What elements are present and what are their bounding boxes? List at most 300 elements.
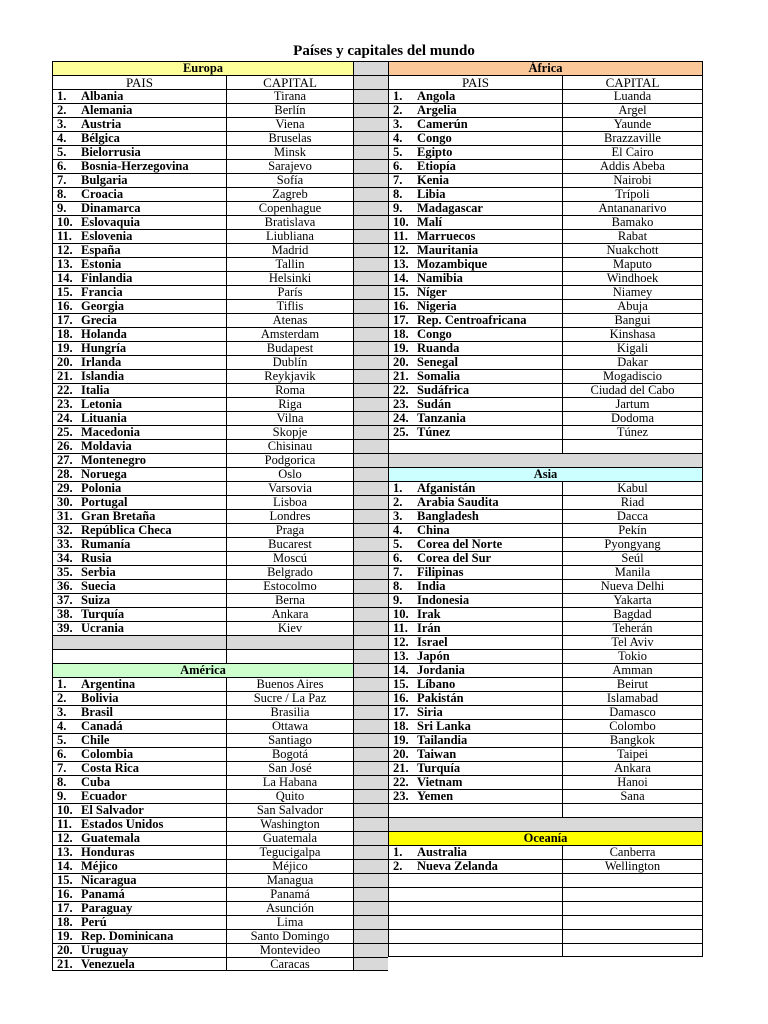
country-cell: [52, 230, 226, 243]
blank-cell: [388, 930, 562, 943]
separator-cell: [354, 663, 388, 677]
country-name: Bangladesh: [417, 510, 479, 523]
row-number: 6.: [57, 160, 67, 173]
row-number: 10.: [393, 608, 409, 621]
country-name: España: [81, 244, 121, 257]
country-cell: [52, 818, 226, 831]
row-number: 9.: [57, 202, 67, 215]
row-number: 12.: [57, 832, 73, 845]
table-row: [52, 859, 354, 873]
table-row: [52, 537, 354, 551]
row-number: 24.: [57, 412, 73, 425]
country-name: Bosnia-Herzegovina: [81, 160, 189, 173]
separator-cell: [354, 187, 388, 201]
blank-row: [388, 873, 703, 887]
row-number: 21.: [393, 762, 409, 775]
country-cell: [388, 580, 562, 593]
country-cell: [388, 650, 562, 663]
row-number: 9.: [393, 202, 403, 215]
country-cell: [388, 160, 562, 173]
capital-cell: Islamabad: [562, 692, 703, 705]
country-cell: [388, 398, 562, 411]
separator-cell: [354, 173, 388, 187]
capital-cell: Santo Domingo: [226, 930, 354, 943]
row-number: 16.: [393, 692, 409, 705]
row-number: 5.: [393, 538, 403, 551]
table-row: [388, 705, 703, 719]
table-row: [52, 551, 354, 565]
country-cell: [52, 342, 226, 355]
country-name: Ecuador: [81, 790, 127, 803]
row-number: 23.: [393, 398, 409, 411]
row-number: 1.: [393, 482, 403, 495]
country-name: Noruega: [81, 468, 127, 481]
table-row: [52, 117, 354, 131]
row-number: 3.: [57, 118, 67, 131]
column-headers: [388, 75, 703, 89]
table-row: [52, 453, 354, 467]
country-cell: [388, 566, 562, 579]
table-row: [388, 719, 703, 733]
table-row: [52, 467, 354, 481]
capital-cell: Bratislava: [226, 216, 354, 229]
table-row: [52, 747, 354, 761]
blank-row: [388, 817, 703, 831]
row-number: 10.: [393, 216, 409, 229]
capital-cell: Bogotá: [226, 748, 354, 761]
country-name: Congo: [417, 132, 452, 145]
country-cell: [52, 888, 226, 901]
capital-cell: Brasilia: [226, 706, 354, 719]
separator-cell: [354, 103, 388, 117]
capital-header: CAPITAL: [562, 76, 703, 89]
country-name: Vietnam: [417, 776, 463, 789]
blank-cell: [388, 818, 703, 831]
country-cell: [52, 832, 226, 845]
country-name: Irak: [417, 608, 441, 621]
table-row: [52, 145, 354, 159]
blank-cell: [226, 636, 354, 649]
country-name: Malí: [417, 216, 442, 229]
separator-cell: [354, 845, 388, 859]
country-cell: [388, 762, 562, 775]
country-name: Canadá: [81, 720, 123, 733]
table-row: [52, 817, 354, 831]
blank-cell: [562, 930, 703, 943]
table-row: [388, 201, 703, 215]
row-number: 6.: [57, 748, 67, 761]
capital-cell: Praga: [226, 524, 354, 537]
table-row: [388, 271, 703, 285]
table-row: [388, 327, 703, 341]
separator-cell: [354, 299, 388, 313]
country-name: Arabia Saudita: [417, 496, 499, 509]
country-cell: [388, 734, 562, 747]
capital-cell: Buenos Aires: [226, 678, 354, 691]
table-row: [388, 229, 703, 243]
blank-row: [388, 929, 703, 943]
row-number: 11.: [393, 230, 408, 243]
row-number: 14.: [393, 272, 409, 285]
separator-cell: [354, 481, 388, 495]
table-row: [388, 537, 703, 551]
table-row: [52, 271, 354, 285]
capital-cell: Belgrado: [226, 566, 354, 579]
country-name: Nigeria: [417, 300, 457, 313]
country-name: Taiwan: [417, 748, 457, 761]
country-name: Ucrania: [81, 622, 125, 635]
country-cell: [388, 230, 562, 243]
capital-cell: Tegucigalpa: [226, 846, 354, 859]
row-number: 5.: [57, 146, 67, 159]
capital-cell: Amsterdam: [226, 328, 354, 341]
table-row: [52, 89, 354, 103]
country-name: Lituania: [81, 412, 127, 425]
country-cell: [388, 412, 562, 425]
country-name: Alemania: [81, 104, 133, 117]
row-number: 3.: [393, 510, 403, 523]
row-number: 12.: [57, 244, 73, 257]
row-number: 26.: [57, 440, 73, 453]
country-name: Rumanía: [81, 538, 131, 551]
separator-cell: [354, 537, 388, 551]
country-cell: [52, 496, 226, 509]
country-cell: [52, 776, 226, 789]
country-cell: [388, 860, 562, 873]
separator-cell: [354, 397, 388, 411]
country-cell: [52, 174, 226, 187]
blank-row: [388, 803, 703, 817]
separator-cell: [354, 271, 388, 285]
country-cell: [52, 356, 226, 369]
capital-cell: Addis Abeba: [562, 160, 703, 173]
separator-cell: [354, 229, 388, 243]
country-name: Turquía: [81, 608, 125, 621]
country-cell: [388, 552, 562, 565]
country-name: Estonia: [81, 258, 122, 271]
country-cell: [52, 622, 226, 635]
separator-cell: [354, 607, 388, 621]
row-number: 34.: [57, 552, 73, 565]
country-cell: [52, 706, 226, 719]
blank-cell: [52, 650, 226, 663]
capital-cell: Santiago: [226, 734, 354, 747]
capital-cell: Méjico: [226, 860, 354, 873]
row-number: 23.: [393, 790, 409, 803]
section-header-africa: [388, 61, 703, 75]
blank-cell: [388, 454, 703, 467]
country-cell: [52, 790, 226, 803]
table-row: [388, 145, 703, 159]
row-number: 11.: [57, 230, 72, 243]
column-headers: [52, 75, 354, 89]
country-cell: [52, 216, 226, 229]
table-row: [388, 257, 703, 271]
country-name: Corea del Norte: [417, 538, 503, 551]
country-name: Perú: [81, 916, 107, 929]
row-number: 16.: [393, 300, 409, 313]
row-number: 15.: [393, 286, 409, 299]
separator-cell: [354, 901, 388, 915]
table-row: [388, 173, 703, 187]
country-cell: [52, 734, 226, 747]
country-cell: [52, 552, 226, 565]
separator-cell: [354, 565, 388, 579]
table-row: [52, 593, 354, 607]
separator-cell: [354, 747, 388, 761]
row-number: 23.: [57, 398, 73, 411]
country-name: Argelia: [417, 104, 457, 117]
separator-cell: [354, 691, 388, 705]
capital-cell: Vilna: [226, 412, 354, 425]
country-name: El Salvador: [81, 804, 144, 817]
capital-cell: Mogadiscio: [562, 370, 703, 383]
capital-cell: Tirana: [226, 90, 354, 103]
table-row: [52, 845, 354, 859]
country-cell: [388, 608, 562, 621]
table-row: [52, 369, 354, 383]
table-row: [52, 187, 354, 201]
country-name: Líbano: [417, 678, 456, 691]
capital-cell: Trípoli: [562, 188, 703, 201]
row-number: 9.: [393, 594, 403, 607]
row-number: 22.: [393, 384, 409, 397]
capital-cell: Lima: [226, 916, 354, 929]
capital-cell: Ankara: [226, 608, 354, 621]
row-number: 15.: [393, 678, 409, 691]
country-name: Colombia: [81, 748, 134, 761]
country-cell: [388, 174, 562, 187]
country-cell: [52, 104, 226, 117]
country-cell: [52, 902, 226, 915]
table-row: [52, 299, 354, 313]
capital-cell: Dublín: [226, 356, 354, 369]
table-row: [52, 411, 354, 425]
separator-cell: [354, 131, 388, 145]
country-cell: [388, 594, 562, 607]
row-number: 13.: [57, 846, 73, 859]
row-number: 18.: [57, 916, 73, 929]
capital-cell: Oslo: [226, 468, 354, 481]
table-row: [388, 355, 703, 369]
blank-cell: [388, 902, 562, 915]
section-title: África: [388, 62, 703, 75]
country-name: Corea del Sur: [417, 552, 492, 565]
row-number: 2.: [393, 860, 403, 873]
country-cell: [52, 146, 226, 159]
capital-cell: Teherán: [562, 622, 703, 635]
country-name: Suiza: [81, 594, 111, 607]
row-number: 7.: [393, 174, 403, 187]
country-cell: [52, 678, 226, 691]
country-cell: [52, 328, 226, 341]
capital-cell: Minsk: [226, 146, 354, 159]
blank-row: [388, 887, 703, 901]
country-cell: [52, 118, 226, 131]
country-name: Bolivia: [81, 692, 119, 705]
country-cell: [52, 720, 226, 733]
capital-cell: Varsovia: [226, 482, 354, 495]
row-number: 11.: [57, 818, 72, 831]
table-row: [52, 789, 354, 803]
separator-cell: [354, 89, 388, 103]
separator-cell: [354, 61, 388, 75]
country-cell: [52, 482, 226, 495]
row-number: 8.: [393, 188, 403, 201]
capital-cell: Ciudad del Cabo: [562, 384, 703, 397]
capital-cell: Túnez: [562, 426, 703, 439]
row-number: 1.: [57, 90, 67, 103]
separator-cell: [354, 943, 388, 957]
country-name: India: [417, 580, 446, 593]
capital-cell: Reykjavik: [226, 370, 354, 383]
country-cell: [388, 146, 562, 159]
separator-cell: [354, 327, 388, 341]
row-number: 21.: [57, 958, 73, 970]
table-row: [52, 621, 354, 635]
country-cell: [388, 272, 562, 285]
separator-cell: [354, 677, 388, 691]
country-cell: [388, 538, 562, 551]
country-name: Mauritania: [417, 244, 479, 257]
row-number: 19.: [393, 734, 409, 747]
capital-cell: Canberra: [562, 846, 703, 859]
separator-cell: [354, 285, 388, 299]
capital-cell: Nueva Delhi: [562, 580, 703, 593]
capital-cell: Atenas: [226, 314, 354, 327]
row-number: 35.: [57, 566, 73, 579]
country-cell: [52, 916, 226, 929]
capital-cell: Copenhague: [226, 202, 354, 215]
country-cell: [52, 440, 226, 453]
table-row: [388, 243, 703, 257]
country-cell: [52, 944, 226, 957]
capital-cell: Pekín: [562, 524, 703, 537]
country-name: Georgia: [81, 300, 125, 313]
country-cell: [52, 314, 226, 327]
capital-cell: Skopje: [226, 426, 354, 439]
country-name: Bulgaria: [81, 174, 128, 187]
separator-cell: [354, 649, 388, 663]
capital-cell: Antananarivo: [562, 202, 703, 215]
country-cell: [52, 958, 226, 970]
capital-cell: Kinshasa: [562, 328, 703, 341]
row-number: 21.: [57, 370, 73, 383]
country-cell: [388, 678, 562, 691]
separator-cell: [354, 215, 388, 229]
capital-cell: San Salvador: [226, 804, 354, 817]
row-number: 39.: [57, 622, 73, 635]
row-number: 17.: [393, 706, 409, 719]
right-table: [388, 61, 703, 957]
table-row: [52, 215, 354, 229]
country-name: Marruecos: [417, 230, 476, 243]
blank-cell: [388, 888, 562, 901]
country-name: Brasil: [81, 706, 113, 719]
capital-cell: Abuja: [562, 300, 703, 313]
capital-cell: Liubliana: [226, 230, 354, 243]
table-row: [52, 957, 354, 971]
capital-cell: Viena: [226, 118, 354, 131]
blank-cell: [562, 902, 703, 915]
separator-cell: [354, 439, 388, 453]
table-row: [52, 285, 354, 299]
separator-cell: [354, 789, 388, 803]
country-name: Albania: [81, 90, 124, 103]
country-cell: [388, 104, 562, 117]
row-number: 17.: [393, 314, 409, 327]
row-number: 10.: [57, 804, 73, 817]
capital-cell: Riad: [562, 496, 703, 509]
capital-cell: Londres: [226, 510, 354, 523]
capital-cell: Sarajevo: [226, 160, 354, 173]
table-row: [388, 621, 703, 635]
capital-cell: Bagdad: [562, 608, 703, 621]
capital-cell: Maputo: [562, 258, 703, 271]
country-header: PAIS: [52, 76, 226, 89]
table-row: [52, 173, 354, 187]
blank-row: [388, 943, 703, 957]
table-row: [52, 691, 354, 705]
capital-cell: Ankara: [562, 762, 703, 775]
row-number: 2.: [57, 104, 67, 117]
country-name: Chile: [81, 734, 110, 747]
country-cell: [388, 244, 562, 257]
table-row: [52, 243, 354, 257]
country-name: Costa Rica: [81, 762, 139, 775]
table-row: [52, 257, 354, 271]
capital-cell: Dacca: [562, 510, 703, 523]
row-number: 29.: [57, 482, 73, 495]
capital-cell: Guatemala: [226, 832, 354, 845]
country-name: Mozambique: [417, 258, 488, 271]
country-name: Argentina: [81, 678, 136, 691]
table-row: [388, 159, 703, 173]
row-number: 3.: [393, 118, 403, 131]
capital-cell: Caracas: [226, 958, 354, 970]
country-cell: [388, 692, 562, 705]
country-cell: [52, 384, 226, 397]
country-name: Letonia: [81, 398, 122, 411]
separator-cell: [354, 579, 388, 593]
country-name: Portugal: [81, 496, 128, 509]
row-number: 38.: [57, 608, 73, 621]
table-row: [52, 159, 354, 173]
table-row: [388, 775, 703, 789]
capital-cell: Bangkok: [562, 734, 703, 747]
country-cell: [52, 524, 226, 537]
table-row: [52, 201, 354, 215]
section-title: Asia: [388, 468, 703, 481]
section-header-asia: [388, 467, 703, 481]
separator-cell: [354, 719, 388, 733]
table-row: [388, 565, 703, 579]
row-number: 10.: [57, 216, 73, 229]
blank-cell: [388, 804, 562, 817]
capital-cell: Bamako: [562, 216, 703, 229]
table-row: [52, 383, 354, 397]
separator-cell: [354, 551, 388, 565]
capital-cell: Colombo: [562, 720, 703, 733]
country-cell: [52, 160, 226, 173]
row-number: 4.: [57, 720, 67, 733]
capital-cell: Zagreb: [226, 188, 354, 201]
country-name: Rep. Dominicana: [81, 930, 174, 943]
table-row: [388, 411, 703, 425]
country-cell: [52, 90, 226, 103]
capital-cell: Berlín: [226, 104, 354, 117]
capital-cell: Montevideo: [226, 944, 354, 957]
